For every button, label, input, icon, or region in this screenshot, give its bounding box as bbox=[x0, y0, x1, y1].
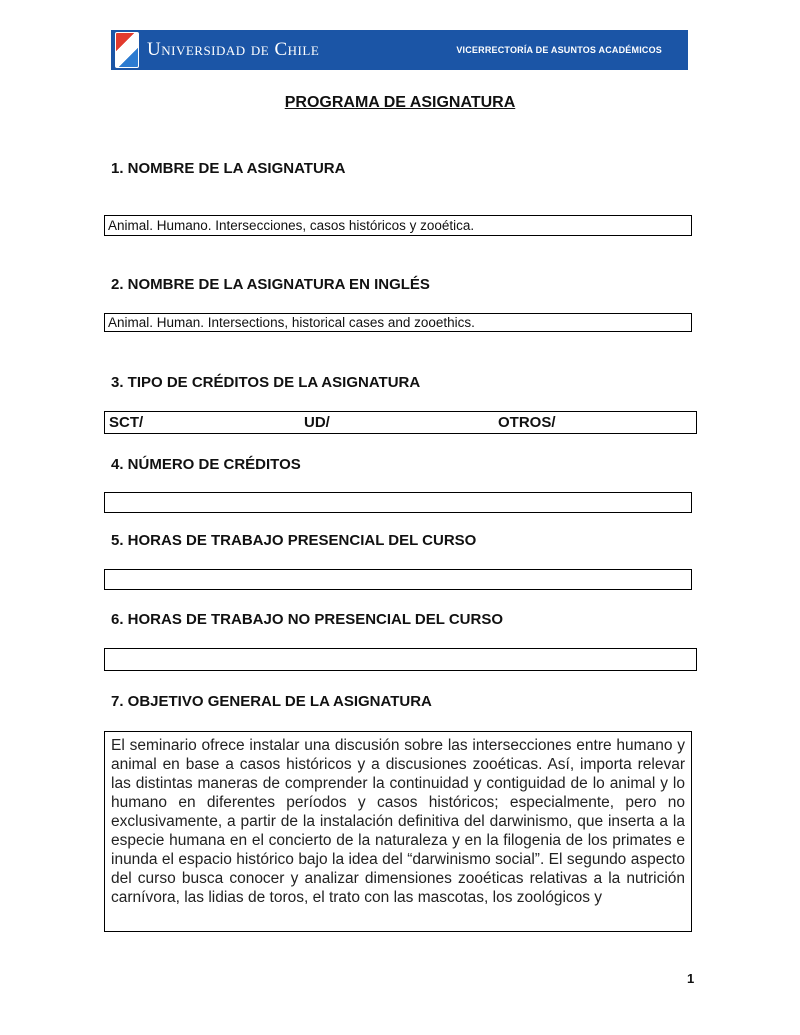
section-6-heading: 6. HORAS DE TRABAJO NO PRESENCIAL DEL CURSO bbox=[111, 611, 503, 628]
page-number: 1 bbox=[687, 971, 695, 986]
section-3-heading: 3. TIPO DE CRÉDITOS DE LA ASIGNATURA bbox=[111, 374, 421, 391]
section-2-heading: 2. NOMBRE DE LA ASIGNATURA EN INGLÉS bbox=[111, 276, 430, 293]
credit-types-row bbox=[105, 412, 696, 433]
general-objective-text: El seminario ofrece instalar una discusión sobre las intersecciones entre humano y animal en base a casos históricos y a discusiones zooéticas. Así, importa relevar las distintas maneras de comprender la continuidad y contiguidad de lo animal y lo humano en diferentes períodos y casos históricos; especialmente, pero no exclusivamente, a partir de la instalación definitiva del darwinismo, que inserta a la especie humana en el concierto de la naturaleza y en la filogenia de los primates e inunda el espacio histórico bajo la idea del “darwinismo social”. El segundo aspecto del curso busca conocer y analizar dimensiones zooéticas relativas a la nutrición carnívora, las lidias de toros, el trato con las mascotas, los zoológicos y bbox=[111, 737, 685, 906]
course-name-english-value: Animal. Human. Intersections, historical cases and zooethics. bbox=[108, 315, 475, 330]
ud-label: UD/ bbox=[304, 414, 330, 431]
section-4-heading: 4. NÚMERO DE CRÉDITOS bbox=[111, 456, 301, 473]
vicerrectoria-label: VICERRECTORÍA DE ASUNTOS ACADÉMICOS bbox=[456, 45, 662, 55]
otros-label: OTROS/ bbox=[498, 414, 556, 431]
section-4-box bbox=[104, 492, 692, 513]
section-1-heading: 1. NOMBRE DE LA ASIGNATURA bbox=[111, 160, 346, 177]
course-name-value: Animal. Humano. Intersecciones, casos históricos y zooética. bbox=[108, 218, 475, 233]
section-5-heading: 5. HORAS DE TRABAJO PRESENCIAL DEL CURSO bbox=[111, 532, 477, 549]
section-3-box bbox=[104, 411, 697, 434]
university-name: Universidad de Chile bbox=[147, 39, 320, 60]
section-7-box bbox=[104, 731, 692, 932]
section-2-box bbox=[104, 313, 692, 332]
section-6-box bbox=[104, 648, 697, 671]
header-banner bbox=[111, 30, 688, 70]
sct-label: SCT/ bbox=[109, 414, 144, 431]
section-5-box bbox=[104, 569, 692, 590]
section-1-box bbox=[104, 215, 692, 236]
university-seal-icon bbox=[115, 32, 139, 68]
document-title: PROGRAMA DE ASIGNATURA bbox=[284, 94, 516, 111]
section-7-heading: 7. OBJETIVO GENERAL DE LA ASIGNATURA bbox=[111, 693, 432, 710]
